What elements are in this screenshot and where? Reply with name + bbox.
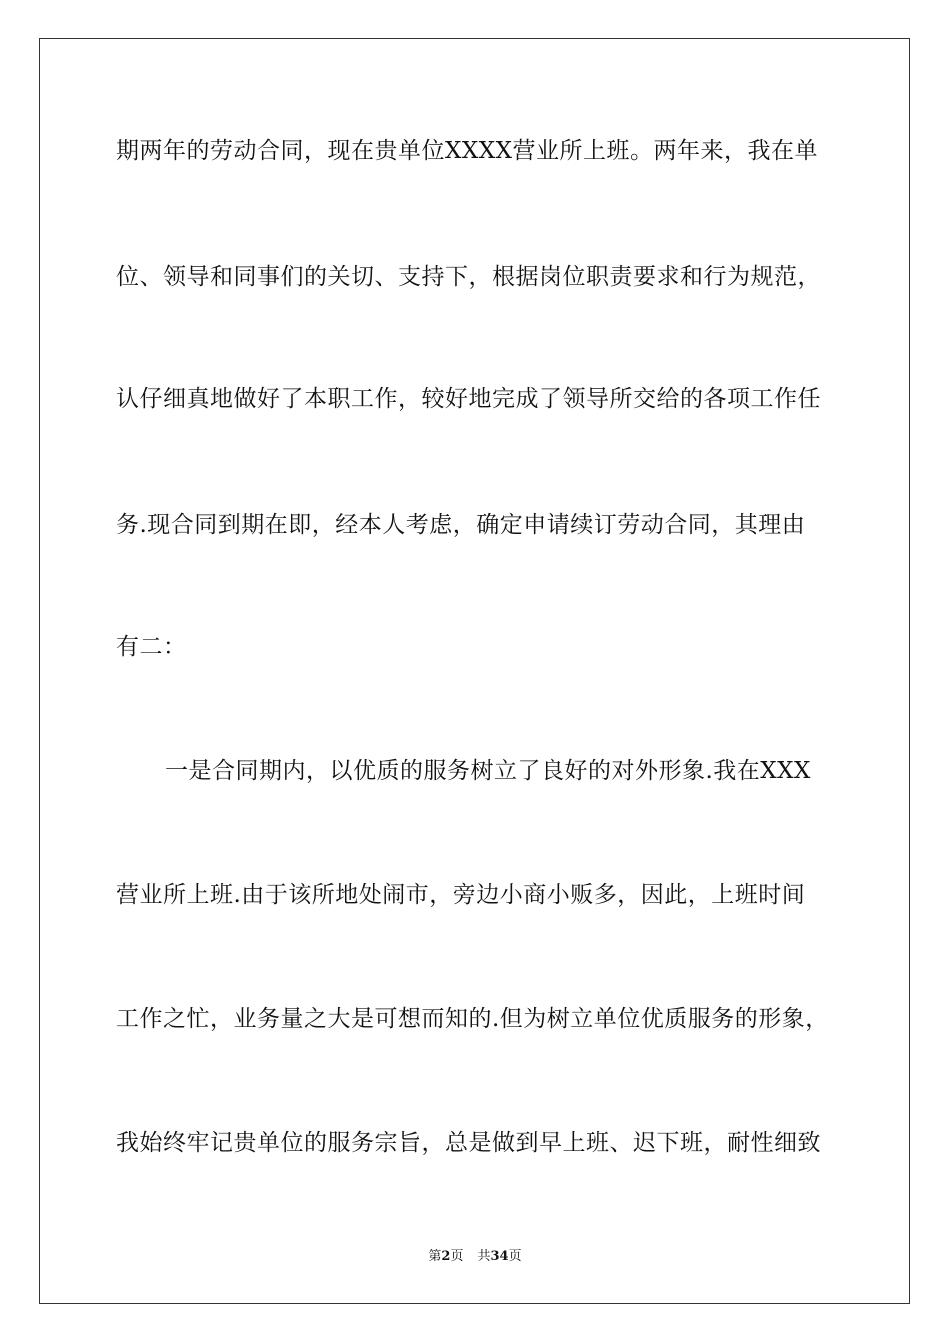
paragraph-line: 我始终牢记贵单位的服务宗旨，总是做到早上班、迟下班，耐性细致 (116, 1130, 821, 1156)
page-prefix: 第 (428, 1249, 442, 1264)
paragraph-line: 期两年的劳动合同，现在贵单位XXXX营业所上班。两年来，我在单 (116, 138, 818, 164)
paragraph-line: 营业所上班.由于该所地处闹市，旁边小商小贩多，因此，上班时间 (116, 882, 806, 908)
total-unit: 页 (508, 1249, 522, 1264)
page-border (39, 38, 910, 1304)
page-unit: 页 (450, 1249, 464, 1264)
paragraph-line: 有二： (116, 634, 187, 660)
paragraph-line: 工作之忙，业务量之大是可想而知的.但为树立单位优质服务的形象， (116, 1006, 829, 1032)
paragraph-line: 务.现合同到期在即，经本人考虑，确定申请续订劳动合同，其理由 (116, 512, 806, 538)
page-footer (0, 1248, 950, 1266)
page-number: 2 (441, 1249, 451, 1264)
paragraph-line: 位、领导和同事们的关切、支持下，根据岗位职责要求和行为规范， (116, 264, 821, 290)
total-prefix: 共 (477, 1249, 491, 1264)
paragraph-line: 认仔细真地做好了本职工作，较好地完成了领导所交给的各项工作任 (116, 386, 821, 412)
paragraph-line: 一是合同期内，以优质的服务树立了良好的对外形象.我在XXX (165, 758, 811, 784)
total-pages: 34 (490, 1249, 509, 1264)
